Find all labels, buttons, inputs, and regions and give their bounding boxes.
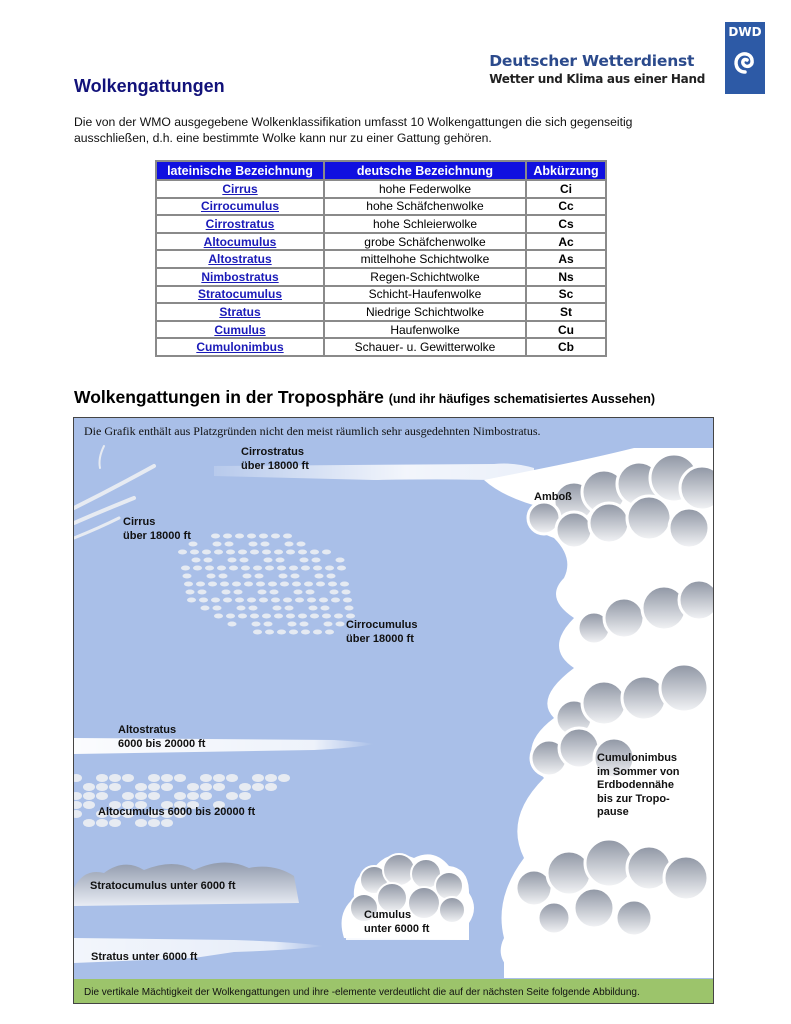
table-row — [157, 287, 605, 303]
cloudlet — [122, 792, 134, 800]
cloudlet — [286, 550, 295, 555]
cloudlet — [243, 574, 252, 579]
cloudlet — [222, 590, 231, 595]
cloudlet — [331, 598, 340, 603]
label-altocumulus — [98, 806, 255, 820]
cloudlet — [213, 774, 225, 782]
table-row — [157, 251, 605, 267]
cloudlet — [313, 630, 322, 635]
cloudlet — [229, 566, 238, 571]
cloudlet — [232, 582, 241, 587]
cloudlet — [255, 574, 264, 579]
cloudlet — [193, 566, 202, 571]
cloudlet — [207, 574, 216, 579]
cloud-genera-table — [155, 160, 607, 357]
cloudlet — [310, 614, 319, 619]
cloudlet — [253, 566, 262, 571]
cloudlet — [83, 783, 95, 791]
cloudlet — [252, 622, 261, 627]
troposphere-graphic — [73, 417, 714, 1004]
cloudlet — [285, 542, 294, 547]
cloudlet — [96, 774, 108, 782]
cloudlet — [262, 614, 271, 619]
table-row — [157, 339, 605, 355]
cloudlet — [148, 792, 160, 800]
cloudlet — [273, 606, 282, 611]
cloudlet — [252, 774, 264, 782]
label-line: Stratus unter 6000 ft — [91, 951, 198, 963]
label-line: Cirrus — [123, 516, 156, 528]
cloud-genus-link[interactable]: Stratocumulus — [197, 287, 282, 302]
label-line: im Sommer von — [597, 765, 680, 778]
cell-german: grobe Schäfchenwolke — [325, 234, 525, 250]
cloudlet — [343, 598, 352, 603]
label-stratus — [91, 951, 197, 965]
cloudlet — [161, 819, 173, 827]
cloudlet — [214, 550, 223, 555]
cloudlet — [259, 534, 268, 539]
cloudlet — [186, 590, 195, 595]
cloudlet — [74, 792, 82, 800]
cloudlet — [74, 810, 82, 818]
cloudlet — [225, 542, 234, 547]
cloudlet — [289, 630, 298, 635]
logo-mark — [725, 22, 765, 94]
cloudlet — [265, 630, 274, 635]
cloudlet — [226, 550, 235, 555]
cloudlet — [213, 542, 222, 547]
cloudlet — [306, 590, 315, 595]
cloudlet — [346, 614, 355, 619]
cloudlet — [200, 774, 212, 782]
cloudlet — [342, 590, 351, 595]
cell-latin — [157, 269, 323, 285]
cloudlet — [292, 582, 301, 587]
label-line: über 18000 ft — [346, 632, 414, 645]
cumulonimbus-cloud — [484, 448, 713, 978]
cloudlet — [109, 774, 121, 782]
label-line: Cumulonimbus — [597, 752, 678, 764]
cloudlet — [135, 783, 147, 791]
cloudlet — [148, 774, 160, 782]
dwd-logo — [489, 22, 765, 94]
cell-german: Niedrige Schichtwolke — [325, 304, 525, 320]
spiral-icon — [729, 42, 761, 82]
cell-german: Haufenwolke — [325, 322, 525, 338]
graphic-note: Die Grafik enthält aus Platzgründen nicht den meist räumlich sehr ausgedehnten Nimbostratus. — [84, 424, 541, 438]
section-heading — [74, 387, 655, 408]
cloudlet — [202, 550, 211, 555]
cloudlet — [283, 598, 292, 603]
cloudlet — [178, 550, 187, 555]
cloudlet — [309, 606, 318, 611]
cloudlet — [235, 598, 244, 603]
cloudlet — [240, 558, 249, 563]
cloudlet — [247, 534, 256, 539]
cloudlet — [300, 622, 309, 627]
cloudlet — [201, 606, 210, 611]
label-line: Stratocumulus unter 6000 ft — [90, 880, 236, 892]
label-line: pause — [597, 806, 629, 818]
cloudlet — [277, 566, 286, 571]
cell-abbreviation: Sc — [527, 287, 605, 303]
table-row — [157, 181, 605, 197]
cloudlet — [198, 590, 207, 595]
label-line: Altocumulus 6000 bis 20000 ft — [98, 806, 256, 818]
cloudlet — [258, 590, 267, 595]
table-row — [157, 322, 605, 338]
cloudlet — [286, 614, 295, 619]
cloudlet — [244, 582, 253, 587]
cloudlet — [187, 783, 199, 791]
cloudlet — [204, 558, 213, 563]
label-line: Amboß — [534, 491, 572, 503]
cloudlet — [276, 558, 285, 563]
cloudlet — [310, 550, 319, 555]
cloudlet — [109, 783, 121, 791]
cloudlet — [279, 574, 288, 579]
cloudlet — [327, 574, 336, 579]
cloudlet — [235, 534, 244, 539]
cloudlet — [174, 774, 186, 782]
cloudlet — [325, 566, 334, 571]
cloudlet — [96, 783, 108, 791]
cell-german: hohe Federwolke — [325, 181, 525, 197]
cell-abbreviation: Ns — [527, 269, 605, 285]
cell-german: Schauer- u. Gewitterwolke — [325, 339, 525, 355]
label-cirrocumulus — [346, 619, 418, 646]
cloudlet — [200, 792, 212, 800]
cloud-genus-link[interactable]: Cumulus — [214, 322, 266, 337]
cloudlet — [259, 598, 268, 603]
header-latin: lateinische Bezeichnung — [157, 162, 323, 179]
cloudlet — [237, 606, 246, 611]
cloudlet — [211, 534, 220, 539]
cloudlet — [322, 614, 331, 619]
cloudlet — [192, 558, 201, 563]
cloudlet — [294, 590, 303, 595]
cloudlet — [250, 614, 259, 619]
cloudlet — [228, 558, 237, 563]
cloudlet — [330, 590, 339, 595]
cell-latin — [157, 216, 323, 232]
cloudlet — [274, 550, 283, 555]
cloudlet — [274, 614, 283, 619]
cloudlet — [313, 566, 322, 571]
logo-abbr: DWD — [728, 25, 762, 39]
cloudlet — [83, 801, 95, 809]
cloudlet — [285, 606, 294, 611]
cloudlet — [270, 590, 279, 595]
cloudlet — [264, 622, 273, 627]
cloudlet — [226, 774, 238, 782]
cloudlet — [96, 792, 108, 800]
table-header-row — [157, 162, 605, 179]
cloudlet — [148, 783, 160, 791]
cloudlet — [336, 622, 345, 627]
cloud-genus-link[interactable]: Stratus — [219, 304, 261, 319]
cloudlet — [325, 630, 334, 635]
cloudlet — [239, 792, 251, 800]
cloudlet — [226, 614, 235, 619]
label-line: unter 6000 ft — [364, 922, 430, 935]
cloudlet — [223, 598, 232, 603]
label-line: bis zur Tropo- — [597, 792, 670, 805]
cloudlet — [83, 792, 95, 800]
cell-abbreviation: Ci — [527, 181, 605, 197]
table-body — [157, 181, 605, 355]
cloudlet — [265, 774, 277, 782]
cloudlet — [253, 630, 262, 635]
cloudlet — [291, 574, 300, 579]
cloudlet — [223, 534, 232, 539]
cloudlet — [238, 550, 247, 555]
cell-german: Schicht-Haufenwolke — [325, 287, 525, 303]
cloudlet — [301, 566, 310, 571]
cloudlet — [217, 566, 226, 571]
cloudlet — [109, 819, 121, 827]
cloudlet — [226, 792, 238, 800]
cloudlet — [247, 598, 256, 603]
cloudlet — [315, 574, 324, 579]
cloudlet — [181, 566, 190, 571]
cloudlet — [256, 582, 265, 587]
label-line: über 18000 ft — [123, 529, 191, 542]
cloudlet — [328, 582, 337, 587]
cloudlet — [214, 614, 223, 619]
cloudlet — [220, 582, 229, 587]
cloud-genus-link[interactable]: Altostratus — [208, 252, 272, 267]
cloudlet — [278, 774, 290, 782]
cell-abbreviation: St — [527, 304, 605, 320]
cloudlet — [297, 542, 306, 547]
cloudlet — [295, 598, 304, 603]
cloudlet — [228, 622, 237, 627]
cirrocumulus-cloud — [178, 534, 355, 635]
table-row — [157, 234, 605, 250]
cloudlet — [265, 783, 277, 791]
label-line: Cumulus — [364, 909, 412, 921]
cloudlet — [174, 792, 186, 800]
cloudlet — [96, 819, 108, 827]
label-cirrostratus — [241, 446, 309, 473]
cell-abbreviation: Ac — [527, 234, 605, 250]
cloudlet — [184, 582, 193, 587]
label-cirrus — [123, 516, 191, 543]
cloudlet — [298, 614, 307, 619]
cell-latin — [157, 304, 323, 320]
label-cumulonimbus — [597, 752, 680, 820]
table-row — [157, 199, 605, 215]
cloudlet — [196, 582, 205, 587]
cloudlet — [340, 582, 349, 587]
label-amboss — [534, 491, 572, 505]
section-heading-title: Wolkengattungen in der Troposphäre — [74, 387, 384, 407]
cell-latin — [157, 199, 323, 215]
cloudlet — [200, 783, 212, 791]
cloudlet — [283, 534, 292, 539]
cloudlet — [301, 630, 310, 635]
cloudlet — [337, 566, 346, 571]
cell-abbreviation: Cb — [527, 339, 605, 355]
label-altostratus — [118, 724, 205, 751]
cloudlet — [199, 598, 208, 603]
label-line: Cirrocumulus — [346, 619, 418, 631]
cloudlet — [312, 558, 321, 563]
cloudlet — [280, 582, 289, 587]
header-abbreviation: Abkürzung — [527, 162, 605, 179]
cloud-genus-link[interactable]: Nimbostratus — [201, 269, 279, 284]
cloudlet — [264, 558, 273, 563]
cloudlet — [322, 550, 331, 555]
section-heading-subtitle: (und ihr häufiges schematisiertes Aussehen) — [388, 392, 655, 406]
graphic-footer: Die vertikale Mächtigkeit der Wolkengattungen und ihre -elemente verdeutlicht die auf der nächsten Seite folgende Abbildung. — [84, 987, 640, 998]
label-line: über 18000 ft — [241, 459, 309, 472]
cloudlet — [262, 550, 271, 555]
cloudlet — [298, 550, 307, 555]
cloudlet — [239, 783, 251, 791]
cloudlet — [148, 819, 160, 827]
cloud-genus-link[interactable]: Cumulonimbus — [196, 340, 284, 355]
header-german: deutsche Bezeichnung — [325, 162, 525, 179]
cloudlet — [307, 598, 316, 603]
cloudlet — [187, 598, 196, 603]
cloudlet — [316, 582, 325, 587]
cloudlet — [345, 606, 354, 611]
cloud-genus-link[interactable]: Cirrus — [222, 181, 258, 196]
cell-german: Regen-Schichtwolke — [325, 269, 525, 285]
cloudlet — [288, 622, 297, 627]
cloudlet — [74, 801, 82, 809]
cloudlet — [289, 566, 298, 571]
cloudlet — [241, 566, 250, 571]
cloudlet — [304, 582, 313, 587]
cloud-genus-link[interactable]: Cirrostratus — [205, 216, 275, 231]
org-tagline: Wetter und Klima aus einer Hand — [489, 72, 705, 86]
cell-latin — [157, 322, 323, 338]
cloudlet — [190, 550, 199, 555]
cloudlet — [250, 550, 259, 555]
cloudlet — [219, 574, 228, 579]
intro-paragraph: Die von der WMO ausgegebene Wolkenklassifikation umfasst 10 Wolkengattungen die sich gegenseitig ausschließen, d.h. eine bestimmte Wolke kann nur zu einer Gattung gehören. — [74, 115, 633, 145]
cell-german: hohe Schleierwolke — [325, 216, 525, 232]
cloud-genus-link[interactable]: Altocumulus — [203, 234, 277, 249]
page-title: Wolkengattungen — [74, 76, 225, 96]
cell-abbreviation: As — [527, 251, 605, 267]
table-row — [157, 269, 605, 285]
cloud-genus-link[interactable]: Cirrocumulus — [200, 199, 279, 214]
table-row — [157, 304, 605, 320]
cell-german: mittelhohe Schichtwolke — [325, 251, 525, 267]
cloudlet — [187, 792, 199, 800]
cloudlet — [249, 542, 258, 547]
cloudlet — [324, 622, 333, 627]
cloudlet — [122, 774, 134, 782]
label-line: Cirrostratus — [241, 446, 304, 458]
cell-latin — [157, 251, 323, 267]
cell-latin — [157, 234, 323, 250]
cell-abbreviation: Cu — [527, 322, 605, 338]
cloudlet — [334, 614, 343, 619]
cloudlet — [74, 774, 82, 782]
cell-latin — [157, 181, 323, 197]
cell-abbreviation: Cc — [527, 199, 605, 215]
cloudlet — [265, 566, 274, 571]
cell-latin — [157, 339, 323, 355]
cloudlet — [336, 558, 345, 563]
cloudlet — [208, 582, 217, 587]
cloudlet — [277, 630, 286, 635]
cloudlet — [319, 598, 328, 603]
cloudlet — [238, 614, 247, 619]
cloudlet — [321, 606, 330, 611]
cell-latin — [157, 287, 323, 303]
label-line: Erdbodennähe — [597, 779, 675, 791]
cloudlet — [271, 534, 280, 539]
label-stratocumulus — [90, 880, 235, 894]
cloudlet — [83, 819, 95, 827]
cloudlet — [213, 606, 222, 611]
cloudlet — [261, 542, 270, 547]
cloudlet — [213, 783, 225, 791]
cloudlet — [183, 574, 192, 579]
cloudlet — [252, 783, 264, 791]
cloudlet — [161, 774, 173, 782]
cloudlet — [205, 566, 214, 571]
cloudlet — [249, 606, 258, 611]
logo-text — [489, 52, 705, 86]
cloudlet — [135, 819, 147, 827]
cell-german: hohe Schäfchenwolke — [325, 199, 525, 215]
cloudlet — [211, 598, 220, 603]
cloudlet — [268, 582, 277, 587]
label-line: 6000 bis 20000 ft — [118, 737, 206, 750]
cloudlet — [271, 598, 280, 603]
cloudlet — [300, 558, 309, 563]
cloudlet — [234, 590, 243, 595]
cloudlet — [135, 792, 147, 800]
label-cumulus — [364, 909, 429, 936]
cloudlet — [161, 783, 173, 791]
org-name: Deutscher Wetterdienst — [489, 52, 695, 70]
cell-abbreviation: Cs — [527, 216, 605, 232]
label-line: Altostratus — [118, 724, 177, 736]
table-row — [157, 216, 605, 232]
